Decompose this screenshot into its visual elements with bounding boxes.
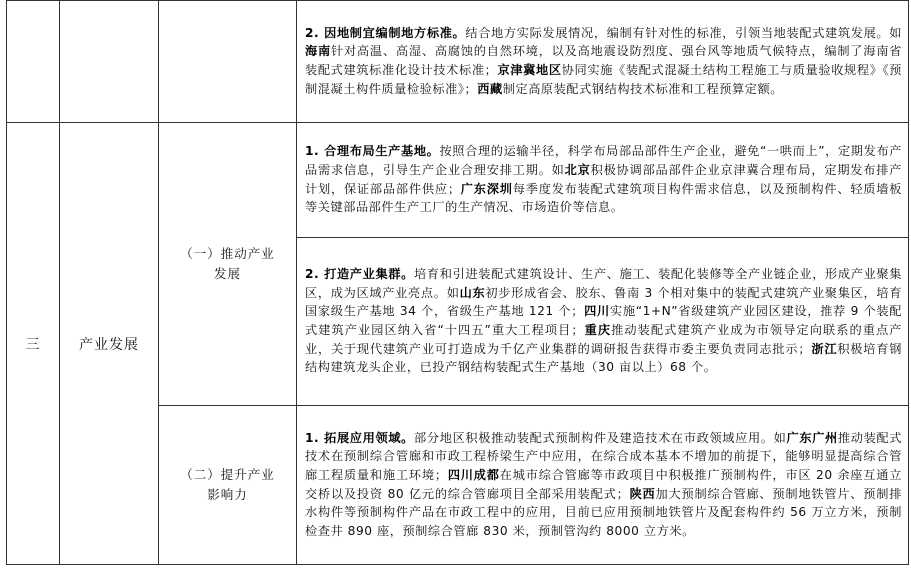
body-text: 积极培育钢结构建筑龙头企业，已投产钢结构装配式生产基地（30 亩以上）68 个。 <box>305 341 902 375</box>
empty-number-cell <box>7 1 60 123</box>
table-row <box>7 1 909 123</box>
emphasis-text: 2. 因地制宜编制地方标准。 <box>305 25 466 40</box>
subcategory-label-line: （二）提升产业 <box>180 467 275 482</box>
emphasis-text: 四川 <box>583 304 610 319</box>
body-text: 针对高温、高湿、高腐蚀的自然环境，以及高地震设防烈度、强台风等地质气候特点，编制了海南省装配式建筑标准化设计技术标准； <box>305 44 902 77</box>
body-text: 按照合理的运输半径，科学布局部品部件生产企业，避免“一哄而上”，定期发布产品需求信息，引导生产企业合理安排工期。如 <box>305 144 903 177</box>
subcategory-label-line: 发展 <box>213 266 241 281</box>
body-text: 培育和引进装配式建筑设计、生产、施工、装配化装修等全产业链企业，形成产业聚集区，成为区域产业亮点。如 <box>305 267 902 300</box>
body-text: 制定高原装配式钢结构技术标准和工程预算定额。 <box>502 81 783 96</box>
subcategory-label-line: （一）推动产业 <box>180 246 275 261</box>
empty-subcategory-cell <box>159 1 297 123</box>
emphasis-text: 海南 <box>305 44 331 59</box>
section-number: 三 <box>7 123 60 565</box>
emphasis-text: 浙江 <box>811 341 838 356</box>
emphasis-text: 陕西 <box>629 486 656 501</box>
emphasis-text: 西藏 <box>477 81 503 96</box>
measure-paragraph <box>297 424 908 547</box>
emphasis-text: 北京 <box>564 162 591 177</box>
body-text: 部分地区积极推动装配式预制构件及建造技术在市政领域应用。如 <box>414 430 787 445</box>
emphasis-text: 四川成都 <box>447 467 500 482</box>
emphasis-text: 广东深圳 <box>460 181 513 196</box>
measure-text-cell <box>297 123 909 238</box>
body-text: 在城市综合管廊等市政项目中积极推广预制构件，市区 20 余座互通立交桥以及投资 80 亿元的综合管廊项目全部采用装配式； <box>305 467 902 501</box>
subcategory-cell <box>159 123 297 406</box>
emphasis-text: 1. 拓展应用领域。 <box>305 430 415 445</box>
emphasis-text: 京津冀地区 <box>497 63 562 77</box>
emphasis-text: 山东 <box>459 285 486 300</box>
measure-paragraph <box>297 19 908 104</box>
emphasis-text: 广东广州 <box>786 430 838 445</box>
measure-text-cell <box>297 238 909 406</box>
body-text: 加大预制综合管廊、预制地铁管片、预制排水构件等预制构件产品在市政工程中的应用，目前已应用预制地铁管片及配套构件约 56 万立方米，预制检查井 890 座，预制综合管廊 830 米，预制管沟约 8000 立方米。 <box>305 486 902 538</box>
body-text: 实施“1+N”省级建筑产业园区建设，推荐 9 个装配式建筑产业园区纳入省“十四五”重大工程项目； <box>305 304 902 337</box>
emphasis-text: 1. 合理布局生产基地。 <box>305 144 440 159</box>
measure-text-cell <box>297 406 909 565</box>
subcategory-label <box>159 465 296 505</box>
subcategory-cell <box>159 406 297 565</box>
measure-text-cell <box>297 1 909 123</box>
section-category-label: 产业发展 <box>79 336 139 353</box>
subcategory-label <box>159 244 296 284</box>
section-category <box>60 123 159 565</box>
policy-table <box>6 0 909 565</box>
subcategory-label-line: 影响力 <box>207 487 248 502</box>
emphasis-text: 重庆 <box>584 323 612 337</box>
body-text: 积极协调部品部件企业京津冀合理布局，定期发布排产计划，保证部品部件供应； <box>305 162 902 196</box>
body-text: 推动装配式技术在预制综合管廊和市政工程桥梁生产中应用，在综合成本基本不增加的前提下，能够明显提高综合管廊工程质量和施工环境； <box>305 430 903 482</box>
empty-category-cell <box>60 1 159 123</box>
table-row <box>7 123 909 238</box>
body-text: 每季度发布装配式建筑项目构件需求信息，以及预制构件、轻质墙板等关键部品部件生产工厂的生产情况、市场造价等信息。 <box>305 181 903 215</box>
body-text: 结合地方实际发展情况，编制有针对性的标准，引领当地装配式建筑发展。如 <box>465 25 902 40</box>
emphasis-text: 2. 打造产业集群。 <box>305 267 415 282</box>
body-text: 初步形成省会、胶东、鲁南 3 个相对集中的装配式建筑产业聚集区，培育国家级生产基地 34 个，省级生产基地 121 个； <box>305 285 902 319</box>
body-text: 推动装配式建筑产业成为市领导定向联系的重点产业，关于现代建筑产业可打造成为千亿产业集群的调研报告获得市委主要负责同志批示； <box>305 323 902 356</box>
measure-paragraph <box>297 137 908 222</box>
body-text: 协同实施《装配式混凝土结构工程施工与质量验收规程》《预制混凝土构件质量检验标准》； <box>305 63 903 96</box>
measure-paragraph <box>297 260 908 383</box>
